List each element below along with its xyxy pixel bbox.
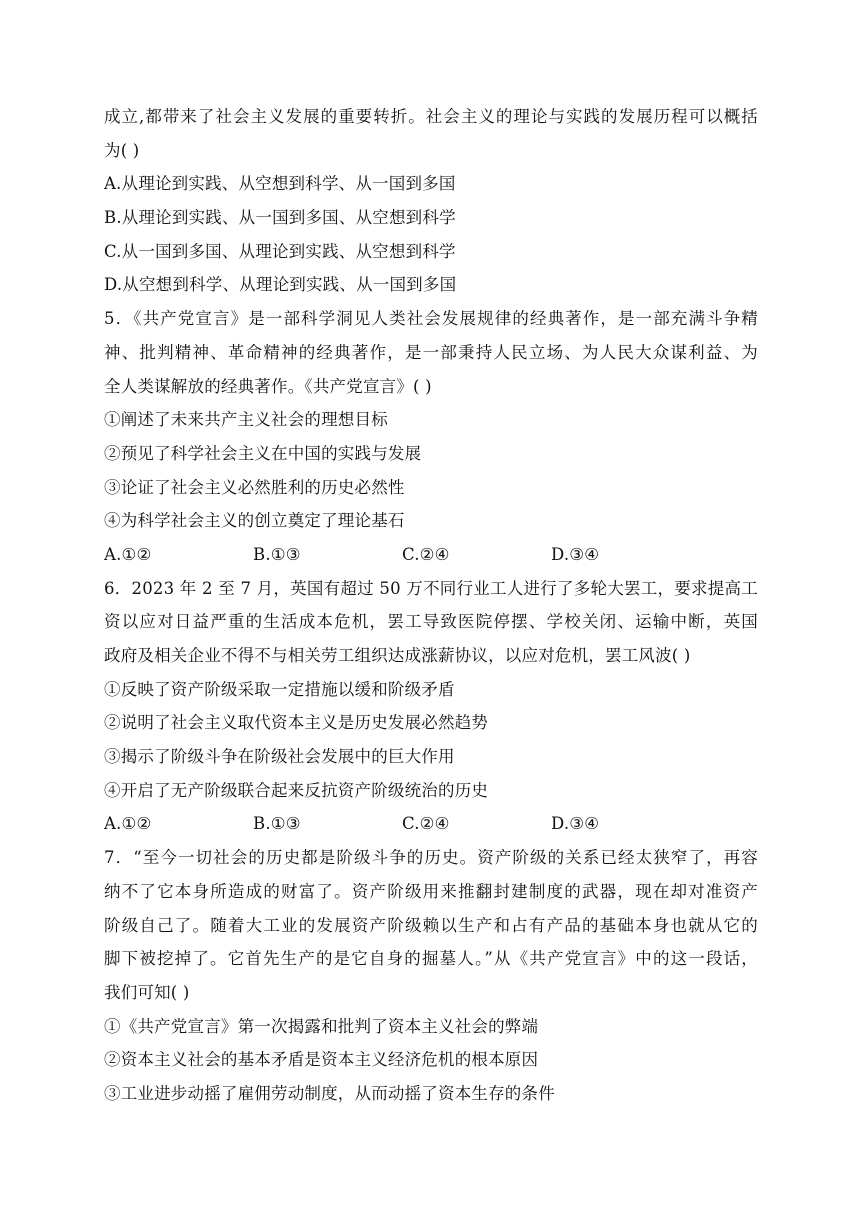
statement-3: ③工业进步动摇了雇佣劳动制度，从而动摇了资本生存的条件 [104,1083,555,1103]
option-a: A.①② [104,544,152,564]
question-stem-line: 脚下被挖掉了。它首先生产的是它自身的掘墓人。”从《共产党宣言》中的这一段话， [104,949,758,969]
option-b: B.从理论到实践、从一国到多国、从空想到科学 [104,208,456,228]
question-stem-line: 为( ) [104,140,140,160]
question-stem-line: 6．2023 年 2 至 7 月，英国有超过 50 万不同行业工人进行了多轮大罢工，要求提高工 [104,578,758,598]
statement-4: ④为科学社会主义的创立奠定了理论基石 [104,511,405,531]
option-a: A.从理论到实践、从空想到科学、从一国到多国 [104,174,456,194]
statement-1: ①反映了资产阶级采取一定措施以缓和阶级矛盾 [104,679,455,699]
option-c: C.②④ [402,814,450,834]
question-stem-line: 成立,都带来了社会主义发展的重要转折。社会主义的理论与实践的发展历程可以概括 [104,107,758,126]
question-7 [104,841,758,1111]
statement-3: ③揭示了阶级斗争在阶级社会发展中的巨大作用 [104,747,455,767]
option-d: D.从空想到科学、从理论到实践、从一国到多国 [104,275,457,295]
option-c: C.②④ [402,544,450,564]
statement-3: ③论证了社会主义必然胜利的历史必然性 [104,477,405,497]
question-stem-line: 政府及相关企业不得不与相关劳工组织达成涨薪协议，以应对危机，罢工风波( ) [104,646,691,665]
question-stem-line: 阶级自己了。随着大工业的发展资产阶级赖以生产和占有产品的基础本身也就从它的 [104,915,758,935]
option-b: B.①③ [253,544,301,564]
question-5 [104,302,758,572]
question-stem-line: 全人类谋解放的经典著作。《共产党宣言》( ) [104,376,432,396]
option-d: D.③④ [551,814,600,834]
statement-2: ②预见了科学社会主义在中国的实践与发展 [104,443,422,463]
option-d: D.③④ [551,544,600,564]
statement-2: ②说明了社会主义取代资本主义是历史发展必然趋势 [104,713,489,733]
option-c: C.从一国到多国、从理论到实践、从空想到科学 [104,241,456,261]
option-b: B.①③ [253,814,301,834]
question-stem-line: 纳不了它本身所造成的财富了。资产阶级用来推翻封建制度的武器，现在却对准资产 [104,881,758,901]
statement-1: ①《共产党宣言》第一次揭露和批判了资本主义社会的弊端 [104,1016,539,1036]
question-stem-line: 我们可知( ) [104,982,190,1002]
statement-4: ④开启了无产阶级联合起来反抗资产阶级统治的历史 [104,780,489,800]
question-6 [104,572,758,842]
question-stem-line: 神、批判精神、革命精神的经典著作，是一部秉持人民立场、为人民大众谋利益、为 [104,342,758,362]
question-stem-line: 7．“至今一切社会的历史都是阶级斗争的历史。资产阶级的关系已经太狭窄了，再容 [104,848,758,868]
question-stem-line: 5．《共产党宣言》是一部科学洞见人类社会发展规律的经典著作，是一部充满斗争精 [104,309,758,329]
option-a: A.①② [104,814,152,834]
statement-1: ①阐述了未来共产主义社会的理想目标 [104,410,388,430]
answer-options [104,807,758,841]
page-content [104,100,758,1111]
question-stem-line: 资以应对日益严重的生活成本危机，罢工导致医院停摆、学校关闭、运输中断，英国 [104,612,758,632]
question-4 [104,100,758,302]
answer-options [104,538,758,572]
statement-2: ②资本主义社会的基本矛盾是资本主义经济危机的根本原因 [104,1050,539,1070]
